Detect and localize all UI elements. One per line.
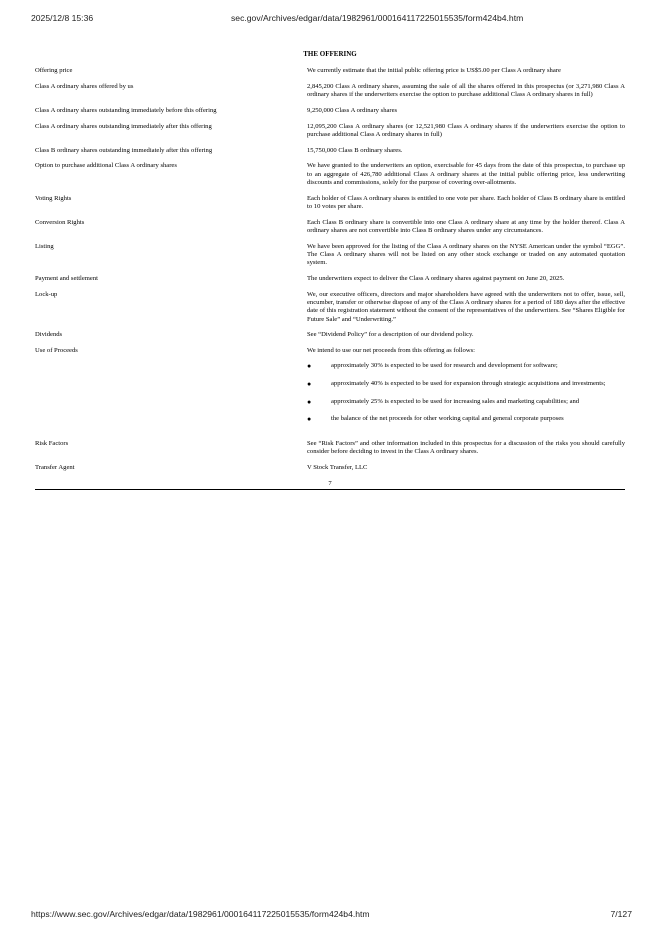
table-row bbox=[35, 107, 625, 115]
row-label: Transfer Agent bbox=[35, 463, 75, 471]
row-label: Risk Factors bbox=[35, 439, 69, 447]
bullet-text: approximately 40% is expected to be used for expansion through strategic acquisitions and investments; bbox=[331, 380, 606, 387]
page-number: 7 bbox=[328, 479, 332, 487]
row-label: Lock-up bbox=[35, 290, 58, 298]
bullet-text: approximately 25% is expected to be used for increasing sales and marketing capabilities; and bbox=[331, 397, 580, 405]
row-value: Each Class B ordinary share is convertible into one Class A ordinary share at any time by the holder thereof. Class A ordinary shares are not convertible into Class B ordinary shares under any circumstances. bbox=[307, 218, 625, 234]
row-label: Class B ordinary shares outstanding immediately after this offering bbox=[35, 146, 213, 154]
list-item bbox=[307, 415, 625, 423]
print-header bbox=[31, 13, 632, 27]
row-value: The underwriters expect to deliver the Class A ordinary shares against payment on June 20, 2025. bbox=[307, 275, 565, 282]
document-page bbox=[35, 50, 625, 490]
row-label: Conversion Rights bbox=[35, 218, 85, 226]
row-label: Class A ordinary shares outstanding immediately after this offering bbox=[35, 122, 212, 130]
offering-table-tail bbox=[35, 440, 625, 472]
table-row bbox=[35, 243, 625, 268]
use-of-proceeds-intro: We intend to use our net proceeds from this offering as follows: bbox=[307, 347, 475, 354]
table-row bbox=[35, 67, 625, 75]
table-row bbox=[35, 83, 625, 100]
row-label: Class A ordinary shares offered by us bbox=[35, 83, 134, 90]
section-title: THE OFFERING bbox=[303, 50, 357, 58]
row-value: 9,250,000 Class A ordinary shares bbox=[307, 107, 398, 114]
row-value: 12,095,200 Class A ordinary shares (or 12,521,980 Class A ordinary shares if the underwriters exercise the option to purchase additional Class A ordinary shares in full) bbox=[307, 122, 625, 138]
table-row bbox=[35, 147, 625, 155]
bullet-icon: ● bbox=[307, 397, 312, 406]
table-row bbox=[35, 464, 625, 472]
row-value: 2,845,200 Class A ordinary shares, assuming the sale of all the shares offered in this prospectus (or 3,271,980 Class A ordinary shares if the underwriters exercise the option to purchase additional Class A ordinary shares in full) bbox=[307, 83, 625, 99]
row-value: Each holder of Class A ordinary shares is entitled to one vote per share. Each holder of Class B ordinary share is entitled to 10 votes per share. bbox=[307, 194, 625, 210]
bullet-text: the balance of the net proceeds for other working capital and general corporate purposes bbox=[331, 415, 564, 423]
print-page-indicator: 7/127 bbox=[610, 909, 632, 919]
bullet-text: approximately 30% is expected to be used for research and development for software; bbox=[331, 362, 558, 370]
table-row bbox=[35, 162, 625, 187]
list-item bbox=[307, 380, 625, 388]
table-row bbox=[35, 123, 625, 140]
page-bottom-rule bbox=[35, 489, 625, 490]
print-footer bbox=[31, 909, 632, 923]
row-label: Offering price bbox=[35, 67, 73, 75]
use-of-proceeds-list bbox=[307, 362, 625, 423]
row-value: 15,750,000 Class B ordinary shares. bbox=[307, 146, 403, 154]
bullet-icon: ● bbox=[307, 380, 312, 388]
row-label: Listing bbox=[35, 242, 54, 250]
row-label: Payment and settlement bbox=[35, 275, 98, 282]
row-value: See “Risk Factors” and other information included in this prospectus for a discussion of the risks you should carefully consider before deciding to invest in the Class A ordinary shares. bbox=[307, 439, 625, 456]
row-value: We have granted to the underwriters an option, exercisable for 45 days from the date of this prospectus, to purchase up to an aggregate of 426,780 additional Class A ordinary shares at the initial public offering price, less underwriting discounts and commissions, solely for the purpose of covering over-allotments. bbox=[307, 162, 625, 186]
bullet-icon: ● bbox=[307, 362, 312, 371]
table-row bbox=[35, 331, 625, 339]
table-row bbox=[35, 440, 625, 457]
row-value: We currently estimate that the initial public offering price is US$5.00 per Class A ordinary share bbox=[307, 67, 561, 75]
use-of-proceeds-row bbox=[35, 347, 625, 433]
row-label: Option to purchase additional Class A ordinary shares bbox=[35, 162, 177, 170]
print-footer-url: https://www.sec.gov/Archives/edgar/data/1982961/000164117225015535/form424b4.htm bbox=[31, 909, 370, 919]
row-value: We, our executive officers, directors and major shareholders have agreed with the underwriters not to offer, issue, sell, encumber, transfer or otherwise dispose of any of the Class A ordinary shares for a period of 180 days after the effective date of this registration statement without the consent of the representatives of the underwriters. See “Shares Eligible for Future Sale” and “Underwriting.” bbox=[307, 290, 625, 323]
list-item bbox=[307, 362, 625, 370]
row-value: We have been approved for the listing of the Class A ordinary shares on the NYSE American under the symbol “EGG”. The Class A ordinary shares will not be listed on any other stock exchange or traded on any automated quotation system. bbox=[307, 242, 625, 267]
offering-table bbox=[35, 67, 625, 339]
table-row bbox=[35, 195, 625, 212]
table-row bbox=[35, 219, 625, 236]
table-row bbox=[35, 291, 625, 325]
row-label: Dividends bbox=[35, 331, 63, 339]
row-label: Use of Proceeds bbox=[35, 347, 78, 354]
print-header-url: sec.gov/Archives/edgar/data/1982961/000164117225015535/form424b4.htm bbox=[231, 13, 524, 23]
row-value: V Stock Transfer, LLC bbox=[307, 463, 368, 471]
row-value: See “Dividend Policy” for a description of our dividend policy. bbox=[307, 331, 474, 339]
row-label: Class A ordinary shares outstanding immediately before this offering bbox=[35, 107, 217, 114]
row-label: Voting Rights bbox=[35, 194, 72, 202]
table-row bbox=[35, 275, 625, 283]
bullet-icon: ● bbox=[307, 415, 312, 424]
list-item bbox=[307, 398, 625, 406]
row-value bbox=[307, 347, 625, 433]
print-timestamp: 2025/12/8 15:36 bbox=[31, 13, 94, 23]
